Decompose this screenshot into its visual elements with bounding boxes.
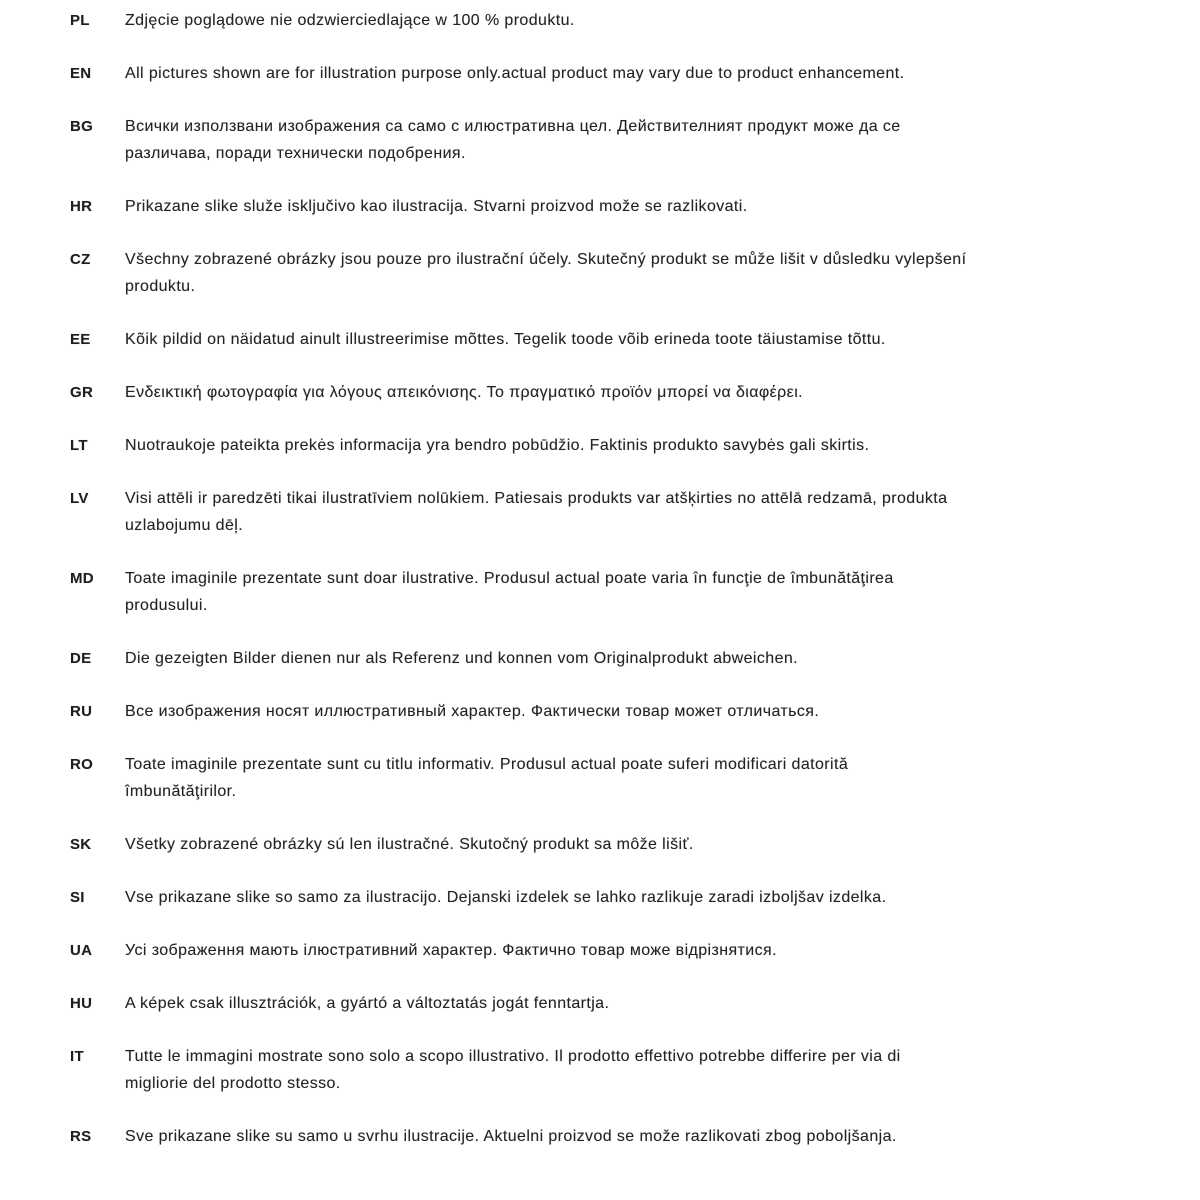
disclaimer-text-gr — [125, 379, 803, 406]
text-line: Visi attēli ir paredzēti tikai ilustratīviem nolūkiem. Patiesais produkts var atšķirties no attēlā redzamā, produkta — [125, 490, 948, 507]
disclaimer-row-ee — [70, 326, 1160, 353]
text-line: различава, поради технически подобрения. — [125, 145, 466, 162]
text-line: Sve prikazane slike su samo u svrhu ilustracije. Aktuelni proizvod se može razlikovati zbog poboljšanja. — [125, 1128, 897, 1145]
text-line: Усі зображення мають ілюстративний характер. Фактично товар може відрізнятися. — [125, 942, 777, 959]
disclaimer-row-si — [70, 884, 1160, 911]
disclaimer-text-cz — [125, 246, 966, 300]
disclaimer-text-lt — [125, 432, 869, 459]
disclaimer-row-md — [70, 565, 1160, 619]
disclaimer-text-md — [125, 565, 894, 619]
disclaimer-row-bg — [70, 113, 1160, 167]
language-code-it: IT — [70, 1048, 84, 1065]
text-line: All pictures shown are for illustration purpose only.actual product may vary due to product enhancement. — [125, 65, 905, 82]
language-code-ro: RO — [70, 756, 94, 773]
disclaimer-text-hr — [125, 193, 748, 220]
disclaimer-text-it — [125, 1043, 901, 1097]
language-code-ua: UA — [70, 942, 93, 959]
language-code-sk: SK — [70, 836, 92, 853]
disclaimer-text-pl — [125, 7, 575, 34]
disclaimer-row-hr — [70, 193, 1160, 220]
disclaimer-row-ru — [70, 698, 1160, 725]
text-line: A képek csak illusztrációk, a gyártó a változtatás jogát fenntartja. — [125, 995, 610, 1012]
language-code-hu: HU — [70, 995, 93, 1012]
text-line: îmbunătăţirilor. — [125, 783, 237, 800]
text-line: Vse prikazane slike so samo za ilustracijo. Dejanski izdelek se lahko razlikuje zaradi izboljšav izdelka. — [125, 889, 887, 906]
text-line: produktu. — [125, 278, 196, 295]
disclaimer-row-cz — [70, 246, 1160, 300]
language-code-de: DE — [70, 650, 92, 667]
language-code-hr: HR — [70, 198, 93, 215]
disclaimer-row-hu — [70, 990, 1160, 1017]
disclaimer-text-ru — [125, 698, 819, 725]
text-line: Все изображения носят иллюстративный характер. Фактически товар может отличаться. — [125, 703, 820, 720]
text-line: Zdjęcie poglądowe nie odzwierciedlające w 100 % produktu. — [125, 12, 575, 29]
language-code-bg: BG — [70, 118, 94, 135]
language-code-gr: GR — [70, 384, 94, 401]
text-line: Všetky zobrazené obrázky sú len ilustračné. Skutočný produkt sa môže lišiť. — [125, 836, 694, 853]
disclaimer-row-ua — [70, 937, 1160, 964]
text-line: Prikazane slike služe isključivo kao ilustracija. Stvarni proizvod može se razlikovati. — [125, 198, 748, 215]
disclaimer-text-hu — [125, 990, 609, 1017]
text-line: Ενδεικτική φωτογραφία για λόγους απεικόνισης. Το πραγματικό προϊόν μπορεί να διαφέρει. — [125, 384, 804, 401]
disclaimer-text-rs — [125, 1123, 897, 1150]
language-code-lt: LT — [70, 437, 88, 454]
disclaimer-text-ro — [125, 751, 848, 805]
text-line: Všechny zobrazené obrázky jsou pouze pro ilustrační účely. Skutečný produkt se může lišit v důsledku vylepšení — [125, 251, 967, 268]
text-line: Kõik pildid on näidatud ainult illustreerimise mõttes. Tegelik toode võib erineda toote täiustamise tõttu. — [125, 331, 886, 348]
disclaimer-text-en — [125, 60, 904, 87]
disclaimer-text-lv — [125, 485, 947, 539]
disclaimer-text-ua — [125, 937, 777, 964]
text-line: Tutte le immagini mostrate sono solo a scopo illustrativo. Il prodotto effettivo potrebbe differire per via di — [125, 1048, 901, 1065]
text-line: Nuotraukoje pateikta prekės informacija yra bendro pobūdžio. Faktinis produkto savybės gali skirtis. — [125, 437, 870, 454]
text-line: Toate imaginile prezentate sunt doar ilustrative. Produsul actual poate varia în funcţie de îmbunătăţirea — [125, 570, 894, 587]
disclaimer-text-de — [125, 645, 798, 672]
text-line: migliorie del prodotto stesso. — [125, 1075, 341, 1092]
language-code-en: EN — [70, 65, 92, 82]
disclaimer-row-en — [70, 60, 1160, 87]
language-code-md: MD — [70, 570, 94, 587]
text-line: produsului. — [125, 597, 208, 614]
language-code-cz: CZ — [70, 251, 91, 268]
text-line: Die gezeigten Bilder dienen nur als Referenz und konnen vom Originalprodukt abweichen. — [125, 650, 799, 667]
disclaimer-row-rs — [70, 1123, 1160, 1150]
disclaimer-row-lt — [70, 432, 1160, 459]
language-code-lv: LV — [70, 490, 89, 507]
language-code-si: SI — [70, 889, 85, 906]
disclaimer-row-pl — [70, 7, 1160, 34]
disclaimer-row-it — [70, 1043, 1160, 1097]
disclaimer-row-lv — [70, 485, 1160, 539]
disclaimer-row-gr — [70, 379, 1160, 406]
disclaimer-text-bg — [125, 113, 901, 167]
language-code-ee: EE — [70, 331, 91, 348]
text-line: Toate imaginile prezentate sunt cu titlu informativ. Produsul actual poate suferi modificari datorită — [125, 756, 849, 773]
disclaimer-text-sk — [125, 831, 694, 858]
text-line: Всички използвани изображения са само с илюстративна цел. Действителният продукт може да се — [125, 118, 901, 135]
disclaimer-row-sk — [70, 831, 1160, 858]
language-code-rs: RS — [70, 1128, 92, 1145]
disclaimer-text-si — [125, 884, 886, 911]
language-code-ru: RU — [70, 703, 93, 720]
language-code-pl: PL — [70, 12, 90, 29]
disclaimer-row-ro — [70, 751, 1160, 805]
text-line: uzlabojumu dēļ. — [125, 517, 244, 534]
disclaimer-row-de — [70, 645, 1160, 672]
disclaimer-text-ee — [125, 326, 886, 353]
